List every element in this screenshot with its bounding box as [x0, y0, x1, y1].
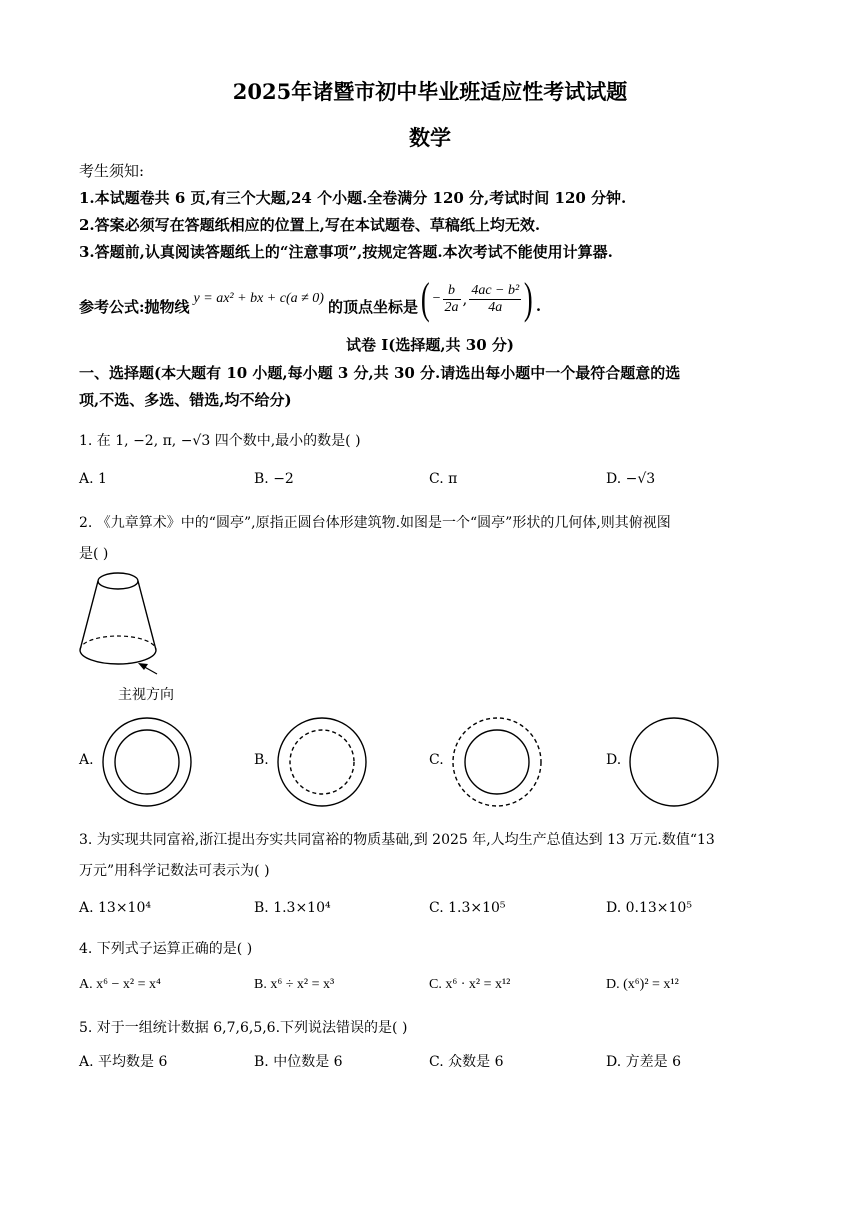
- question-5-stem: 5. 对于一组统计数据 6,7,6,5,6.下列说法错误的是( ): [79, 1020, 408, 1036]
- formula-suffix: .: [535, 297, 542, 315]
- close-paren: ): [524, 274, 533, 323]
- vertex-x-numerator: b: [443, 283, 461, 300]
- q4-option-c: C. x⁶ · x² = x¹²: [429, 977, 511, 992]
- q1-option-b: B. −2: [254, 471, 294, 487]
- formula-prefix: 参考公式:抛物线: [79, 297, 190, 316]
- q2-option-d-figure: [627, 715, 721, 809]
- q2-option-c-figure: [450, 715, 544, 809]
- q2-option-a-label: A.: [79, 752, 94, 768]
- notice-item-3: 3.答题前,认真阅读答题纸上的“注意事项”,按规定答题.本次考试不能使用计算器.: [79, 243, 613, 261]
- open-paren: (: [420, 274, 430, 323]
- vertex-x-denominator: 2a: [444, 299, 459, 315]
- section-title-line-1: 一、选择题(本大题有 10 小题,每小题 3 分,共 30 分.请选出每小题中一个最符合题意的选: [79, 364, 681, 382]
- section-title-line-2: 项,不选、多选、错选,均不给分): [79, 391, 292, 409]
- q5-option-c: C. 众数是 6: [429, 1054, 504, 1070]
- q1-option-d: D. −√3: [606, 471, 656, 487]
- q1-option-c: C. π: [429, 471, 458, 487]
- q3-option-b: B. 1.3×10⁴: [254, 900, 331, 916]
- formula-middle: 的顶点坐标是: [327, 297, 418, 316]
- question-2-stem-line-2: 是( ): [79, 546, 109, 562]
- paper-heading: 试卷 I(选择题,共 30 分): [346, 336, 514, 354]
- q2-option-b-label: B.: [254, 752, 269, 768]
- notice-heading: 考生须知:: [79, 162, 145, 180]
- q5-option-a: A. 平均数是 6: [79, 1054, 168, 1070]
- reference-formula: 参考公式:抛物线 y = ax² + bx + c(a ≠ 0) 的顶点坐标是 ( − $\frac{b}{2a}$ , $\frac{\text{4ac − b²}}{4a}$ ) .: [79, 274, 542, 323]
- q5-option-b: B. 中位数是 6: [254, 1054, 343, 1070]
- q3-option-c: C. 1.3×10⁵: [429, 900, 506, 916]
- q4-option-d: D. (x⁶)² = x¹²: [606, 977, 679, 992]
- q5-option-d: D. 方差是 6: [606, 1054, 681, 1070]
- formula-expression: y = ax² + bx + c(a ≠ 0): [193, 291, 324, 306]
- q2-option-c-label: C.: [429, 752, 444, 768]
- exam-title: 2025年诸暨市初中毕业班适应性考试试题: [232, 79, 628, 104]
- q4-option-a: A. x⁶ − x² = x⁴: [79, 977, 161, 992]
- q2-option-b-figure: [275, 715, 369, 809]
- notice-item-2: 2.答案必须写在答题纸相应的位置上,写在本试题卷、草稿纸上均无效.: [79, 216, 541, 234]
- vertex-y-numerator: 4ac − b²: [471, 282, 520, 298]
- q4-option-b: B. x⁶ ÷ x² = x³: [254, 977, 335, 992]
- q3-option-d: D. 0.13×10⁵: [606, 900, 692, 916]
- frustum-figure: [75, 570, 195, 675]
- figure-label: 主视方向: [118, 687, 174, 703]
- q1-option-a: A. 1: [79, 471, 107, 487]
- vertex-y: [469, 283, 521, 316]
- vertex-y-denominator: 4a: [488, 299, 503, 315]
- notice-item-1: 1.本试题卷共 6 页,有三个大题,24 个小题.全卷满分 120 分,考试时间 120 分钟.: [79, 189, 627, 207]
- subject-title: 数学: [409, 125, 451, 150]
- q2-option-d-label: D.: [606, 752, 622, 768]
- question-3-stem-line-1: 3. 为实现共同富裕,浙江提出夯实共同富裕的物质基础,到 2025 年,人均生产总值达到 13 万元.数值“13: [79, 832, 715, 848]
- q3-option-a: A. 13×10⁴: [79, 900, 151, 916]
- question-3-stem-line-2: 万元”用科学记数法可表示为( ): [79, 863, 270, 879]
- vertex-x: − $\frac{b}{2a}$: [432, 282, 459, 315]
- question-4-stem: 4. 下列式子运算正确的是( ): [79, 941, 253, 957]
- q2-option-a-figure: [100, 715, 194, 809]
- question-2-stem-line-1: 2. 《九章算术》中的“圆亭”,原指正圆台体形建筑物.如图是一个“圆亭”形状的几何体,则其俯视图: [79, 515, 671, 531]
- question-1-stem: 1. 在 1, −2, π, −√3 四个数中,最小的数是( ): [79, 433, 361, 449]
